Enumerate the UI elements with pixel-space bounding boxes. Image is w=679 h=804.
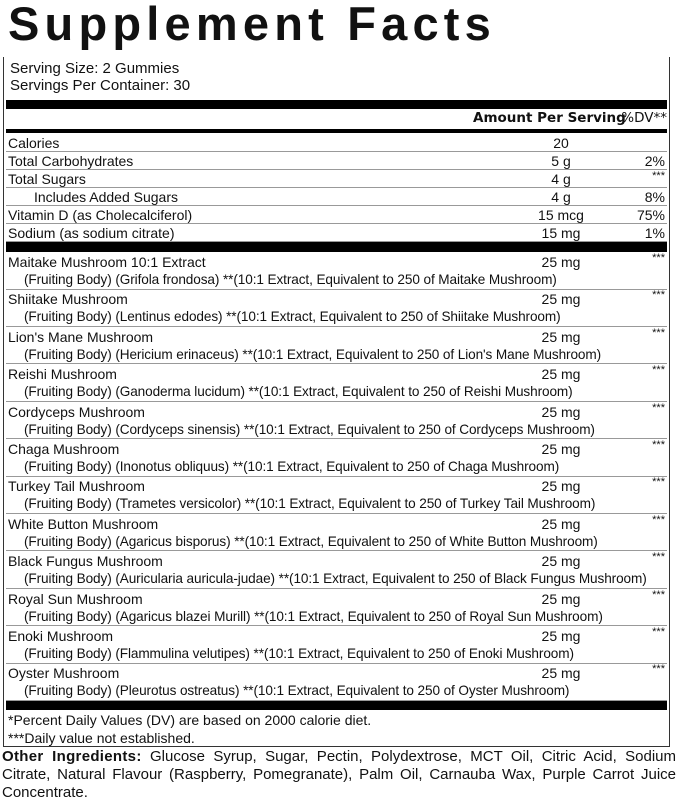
ingredient-row xyxy=(6,327,667,365)
other-ingredients-label: Other Ingredients: xyxy=(2,748,142,765)
ingredient-amount: 25 mg xyxy=(541,291,581,308)
nutrient-row xyxy=(6,188,667,206)
ingredient-name: Cordyceps Mushroom xyxy=(8,403,145,420)
ingredient-dv: *** xyxy=(652,364,665,377)
other-ingredients-text: Glucose Syrup, Sugar, Pectin, Polydextrose, MCT Oil, Citric Acid, Sodium Citrate, Natural Flavour (Raspberry, Pomegranate), Palm Oil, Carnauba Wax, Purple Carrot Juice Concentrate. xyxy=(2,748,676,801)
footnote-not-established: ***Daily value not established. xyxy=(8,730,195,746)
nutrient-dv: 75% xyxy=(636,207,665,223)
ingredient-amount: 25 mg xyxy=(541,328,581,345)
ingredient-detail: (Fruiting Body) (Agaricus blazei Murill) **(10:1 Extract, Equivalent to 250 of Royal Sun Mushroom) xyxy=(24,608,603,624)
nutrient-name: Calories xyxy=(8,135,60,151)
ingredient-dv: *** xyxy=(652,439,665,451)
ingredient-amount: 25 mg xyxy=(541,366,581,383)
ingredient-dv: *** xyxy=(652,588,665,601)
other-ingredients xyxy=(2,748,676,802)
ingredient-dv: *** xyxy=(652,252,665,264)
ingredient-dv: *** xyxy=(652,401,665,414)
nutrient-amount: 4 g xyxy=(551,189,571,205)
ingredient-row xyxy=(6,514,667,552)
ingredient-amount: 25 mg xyxy=(541,515,581,532)
thick-divider xyxy=(6,701,667,710)
nutrient-name: Total Carbohydrates xyxy=(8,153,134,169)
ingredient-detail: (Fruiting Body) (Lentinus edodes) **(10:1 Extract, Equivalent to 250 of Shiitake Mushroom) xyxy=(24,309,561,325)
ingredient-name: Enoki Mushroom xyxy=(8,628,114,644)
serving-size: Serving Size: 2 Gummies xyxy=(10,60,180,77)
ingredient-dv: *** xyxy=(652,513,665,526)
ingredient-name: Lion's Mane Mushroom xyxy=(8,328,154,345)
ingredient-name: Royal Sun Mushroom xyxy=(8,590,143,607)
ingredient-row xyxy=(6,589,667,627)
nutrient-name: Total Sugars xyxy=(8,171,86,187)
ingredient-amount: 25 mg xyxy=(541,478,581,495)
ingredient-amount: 25 mg xyxy=(541,665,581,682)
nutrient-dv: 1% xyxy=(644,225,665,241)
ingredient-amount: 25 mg xyxy=(541,628,581,644)
ingredient-dv: *** xyxy=(652,289,665,302)
ingredient-row xyxy=(6,402,667,440)
nutrient-row xyxy=(6,134,667,152)
ingredient-row xyxy=(6,626,667,664)
nutrient-row xyxy=(6,152,667,170)
ingredient-amount: 25 mg xyxy=(541,441,581,457)
ingredient-name: Turkey Tail Mushroom xyxy=(8,478,145,495)
ingredient-detail: (Fruiting Body) (Inonotus obliquus) **(10:1 Extract, Equivalent to 250 of Chaga Mushroom) xyxy=(24,459,560,474)
ingredient-detail: (Fruiting Body) (Trametes versicolor) **(10:1 Extract, Equivalent to 250 of Turkey Tail Mushroom) xyxy=(24,496,596,512)
ingredient-amount: 25 mg xyxy=(541,553,581,570)
ingredient-detail: (Fruiting Body) (Cordyceps sinensis) **(10:1 Extract, Equivalent to 250 of Cordyceps Mushroom) xyxy=(24,421,595,437)
nutrient-name: Sodium (as sodium citrate) xyxy=(8,225,175,241)
nutrient-amount: 15 mg xyxy=(541,225,581,241)
footnote-dv: *Percent Daily Values (DV) are based on 2000 calorie diet. xyxy=(8,712,372,728)
ingredient-detail: (Fruiting Body) (Flammulina velutipes) **(10:1 Extract, Equivalent to 250 of Enoki Mushroom) xyxy=(24,646,574,661)
ingredient-detail: (Fruiting Body) (Grifola frondosa) **(10:1 Extract, Equivalent to 250 of Maitake Mushroom) xyxy=(24,272,557,287)
nutrient-amount: 5 g xyxy=(551,153,571,169)
nutrient-name: Includes Added Sugars xyxy=(34,189,178,205)
ingredient-row xyxy=(6,289,667,327)
ingredient-name: White Button Mushroom xyxy=(8,515,159,532)
ingredient-detail: (Fruiting Body) (Auricularia auricula-judae) **(10:1 Extract, Equivalent to 250 of Black Fungus Mushroom) xyxy=(24,571,647,587)
ingredient-dv: *** xyxy=(652,326,665,339)
ingredient-detail: (Fruiting Body) (Ganoderma lucidum) **(10:1 Extract, Equivalent to 250 of Reishi Mushroom) xyxy=(24,384,573,400)
nutrient-dv: 8% xyxy=(644,189,665,205)
ingredient-detail: (Fruiting Body) (Hericium erinaceus) **(10:1 Extract, Equivalent to 250 of Lion's Mane Mushroom) xyxy=(24,346,602,362)
ingredient-name: Reishi Mushroom xyxy=(8,366,117,383)
nutrient-row xyxy=(6,224,667,242)
ingredient-name: Chaga Mushroom xyxy=(8,441,120,457)
medium-divider xyxy=(6,129,667,133)
dv-header: %DV** xyxy=(621,110,667,126)
ingredient-name: Shiitake Mushroom xyxy=(8,291,128,308)
nutrient-name: Vitamin D (as Cholecalciferol) xyxy=(8,207,193,223)
servings-per-container: Servings Per Container: 30 xyxy=(10,77,191,94)
ingredient-row xyxy=(6,663,667,701)
ingredient-dv: *** xyxy=(652,626,665,638)
ingredient-row xyxy=(6,439,667,477)
ingredient-detail: (Fruiting Body) (Pleurotus ostreatus) **(10:1 Extract, Equivalent to 250 of Oyster Mushroom) xyxy=(24,683,570,699)
ingredient-amount: 25 mg xyxy=(541,254,581,270)
ingredient-detail: (Fruiting Body) (Agaricus bisporus) **(10:1 Extract, Equivalent to 250 of White Button Mushroom) xyxy=(24,533,598,549)
nutrient-amount: 15 mcg xyxy=(538,207,584,223)
nutrient-row xyxy=(6,206,667,224)
nutrient-amount: 20 xyxy=(553,135,569,151)
ingredient-name: Maitake Mushroom 10:1 Extract xyxy=(8,254,206,270)
ingredient-amount: 25 mg xyxy=(541,403,581,420)
ingredient-dv: *** xyxy=(652,476,665,489)
nutrient-row xyxy=(6,170,667,188)
nutrient-dv: 2% xyxy=(644,153,665,169)
ingredient-row xyxy=(6,476,667,514)
ingredient-name: Oyster Mushroom xyxy=(8,665,120,682)
ingredient-row xyxy=(6,252,667,290)
ingredient-dv: *** xyxy=(652,663,665,676)
amount-header: Amount Per Serving xyxy=(473,110,626,126)
ingredient-dv: *** xyxy=(652,551,665,564)
thick-divider xyxy=(6,242,667,252)
thick-divider xyxy=(6,100,667,109)
label-title: Supplement Facts xyxy=(8,0,497,50)
ingredient-row xyxy=(6,551,667,589)
nutrient-dv: *** xyxy=(652,170,665,182)
nutrient-amount: 4 g xyxy=(551,171,571,187)
ingredient-row xyxy=(6,364,667,402)
ingredient-name: Black Fungus Mushroom xyxy=(8,553,163,570)
ingredient-amount: 25 mg xyxy=(541,590,581,607)
